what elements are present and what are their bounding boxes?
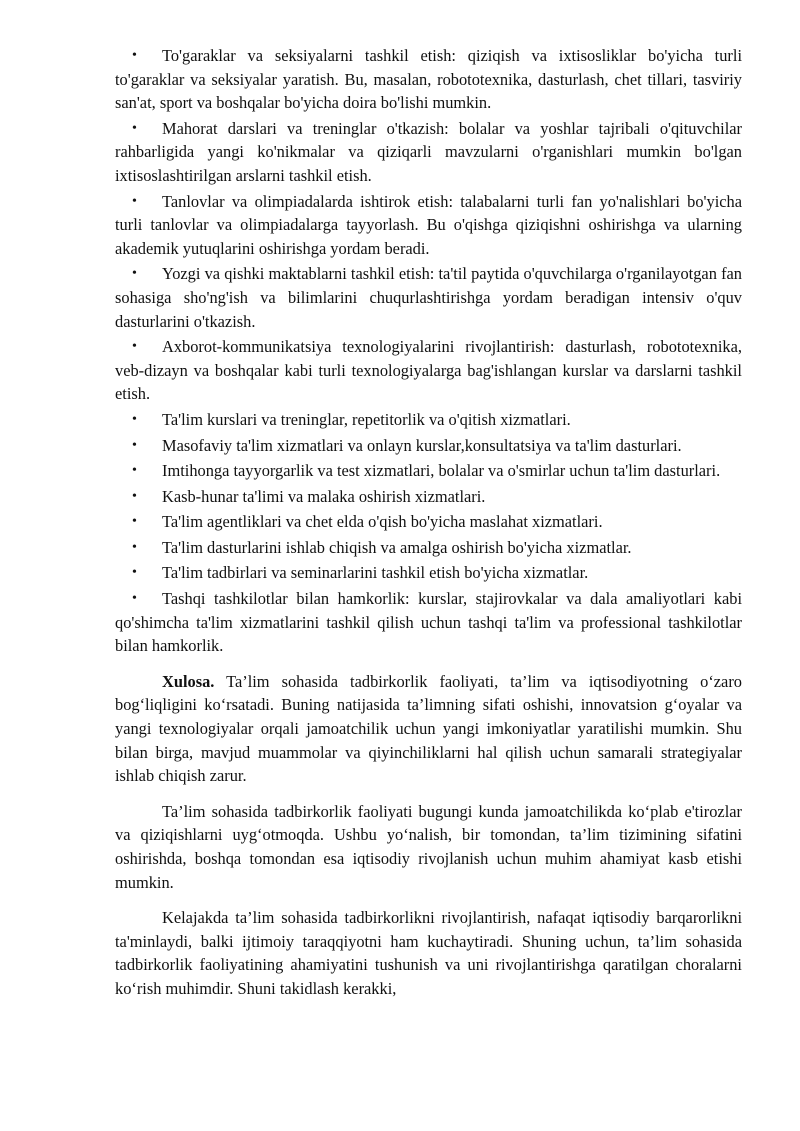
bullet-icon: • [132,48,137,63]
body-paragraph: Kelajakda ta’lim sohasida tadbirkorlikni rivojlantirish, nafaqat iqtisodiy barqarorlikni ta'minlaydi, balki ijtimoiy taraqqiyotni ham kuchaytiradi. Shuning uchun, ta’lim sohasida tadbirkorlik faoliyatining ahamiyatini tushunish va uni rivojlantirishga qaratilgan choralarni ko‘rish muhimdir. Shuni takidlash kerakki, [115,908,742,998]
bullet-icon: • [132,539,137,555]
list-item [115,262,742,333]
list-item-text: Ta'lim kurslari va treninglar, repetitorlik va o'qitish xizmatlari. [162,409,571,429]
list-item-text: Mahorat darslari va treninglar o'tkazish: bolalar va yoshlar tajribali o'qituvchilar rahbarligida yangi ko'nikmalar va qiziqarli mavzularni o'rganishlari mumkin bo'lgan ixtisoslashtirilgan arslarni tashkil etish. [115,118,742,185]
list-item [115,44,742,115]
list-item [115,587,742,658]
list-item-text: Tashqi tashkilotlar bilan hamkorlik: kurslar, stajirovkalar va dala amaliyotlari kabi qo'shimcha ta'lim xizmatlarini tashkil qilish uchun tashqi ta'lim va professional tashkilotlar bilan hamkorlik. [115,589,742,656]
bullet-icon: • [132,488,137,504]
bullet-icon: • [132,463,137,479]
bullet-icon: • [132,193,137,209]
list-item-text: Masofaviy ta'lim xizmatlari va onlayn kurslar,konsultatsiya va ta'lim dasturlari. [162,435,682,455]
conclusion-heading: Xulosa. [162,671,215,691]
list-item [115,536,742,560]
bullet-icon: • [132,339,137,355]
list-item [115,510,742,534]
list-item-text: Imtihonga tayyorgarlik va test xizmatlari, bolalar va o'smirlar uchun ta'lim dasturlari. [162,461,721,481]
list-item-text: Yozgi va qishki maktablarni tashkil etish: ta'til paytida o'quvchilarga o'rganilayotgan fan sohasiga sho'ng'ish va bilimlarini chuqurlashtirishga yordam beradigan intensiv o'quv dasturlarini o'tkazish. [115,264,742,331]
list-item [115,561,742,585]
list-item [115,485,742,509]
bullet-icon: • [132,565,137,581]
list-item [115,190,742,261]
bullet-icon: • [132,514,137,530]
list-item-text: Tanlovlar va olimpiadalarda ishtirok etish: talabalarni turli fan yo'nalishlari bo'yicha turli tanlovlar va olimpiadalarga tayyorlash. Bu o'qishga qiziqishni oshirishga va ularning akademik yutuqlarini oshirishga yordam beradi. [115,191,742,258]
list-item-text: Kasb-hunar ta'limi va malaka oshirish xizmatlari. [162,486,486,506]
conclusion-paragraph [115,670,742,788]
bullet-icon: • [132,591,137,607]
list-item [115,117,742,188]
list-item [115,459,742,483]
body-paragraph: Ta’lim sohasida tadbirkorlik faoliyati bugungi kunda jamoatchilikda ko‘plab e'tirozlar va qiziqishlarni uyg‘otmoqda. Ushbu yo‘nalish, bir tomondan, ta’lim tizimining sifatini oshirishda, boshqa tomondan esa iqtisodiy rivojlanish uchun muhim ahamiyat kasb etishi mumkin. [115,801,742,892]
document-page [115,44,742,1001]
conclusion-text: Ta’lim sohasida tadbirkorlik faoliyati, ta’lim va iqtisodiyotning o‘zaro bog‘liqligini ko‘rsatadi. Buning natijasida ta’limning sifati oshishi, innovatsion g‘oyalar va yangi texnologiyalar orqali jamoatchilik uchun yangi imkoniyatlar yaratilishi mumkin. Shu bilan birga, mavjud muammolar va qiyinchiliklarni hal qilish uchun samarali strategiyalar ishlab chiqish zarur. [115,671,742,786]
list-item [115,335,742,406]
bullet-icon: • [132,120,137,136]
bullet-icon: • [132,437,137,453]
list-item-text: Ta'lim dasturlarini ishlab chiqish va amalga oshirish bo'yicha xizmatlar. [162,537,632,557]
bullet-icon: • [132,266,137,282]
list-item [115,408,742,432]
list-item-text: To'garaklar va seksiyalarni tashkil etish: qiziqish va ixtisosliklar bo'yicha turli to'garaklar va seksiyalar yaratish. Bu, masalan, robototexnika, dasturlash, chet tillari, tasviriy san'at, sport va boshqalar bo'yicha doira bo'lishi mumkin. [115,46,742,113]
list-item-text: Ta'lim agentliklari va chet elda o'qish bo'yicha maslahat xizmatlari. [162,512,603,532]
list-item-text: Axborot-kommunikatsiya texnologiyalarini rivojlantirish: dasturlash, robototexnika, veb-dizayn va boshqalar kabi turli texnologiyalarga bag'ishlangan kurslar va darslarni tashkil etish. [115,337,742,404]
bullet-list [115,44,742,658]
list-item-text: Ta'lim tadbirlari va seminarlarini tashkil etish bo'yicha xizmatlar. [162,563,589,583]
list-item [115,434,742,458]
bullet-icon: • [132,411,137,427]
